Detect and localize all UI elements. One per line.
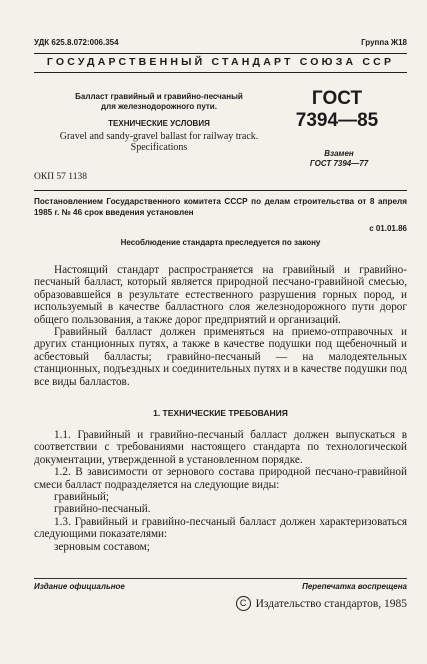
ballast-type-1: гравийный; — [54, 491, 110, 504]
top-rule — [34, 53, 407, 54]
gost-designation — [277, 88, 397, 132]
footer-rule — [34, 578, 407, 579]
clause-1-3: 1.3. Гравийный и гравийно-песчаный балласт должен характеризоваться следующими показателями: — [34, 515, 407, 541]
section-body — [34, 429, 407, 553]
okp-code: ОКП 57 1138 — [34, 172, 87, 182]
replaces-value: ГОСТ 7394—77 — [309, 159, 369, 168]
clause-1-1: 1.1. Гравийный и гравийно-песчаный балласт должен выпускаться в соответствии с требованиями настоящего стандарта по технологической документации, утвержденной в установленном порядке. — [34, 429, 407, 466]
decree-rule — [34, 190, 407, 191]
standard-name-en — [34, 131, 284, 153]
standard-name-ru-line2: для железнодорожного пути. — [101, 102, 217, 111]
official-edition: Издание официальное — [34, 582, 125, 591]
standard-name-ru-line1: Балласт гравийный и гравийно-песчаный — [75, 92, 243, 101]
effective-date: с 01.01.86 — [369, 224, 407, 233]
standard-subtitle: ТЕХНИЧЕСКИЕ УСЛОВИЯ — [108, 119, 210, 128]
indicator-1: зерновым составом; — [54, 540, 150, 553]
intro-paragraph-2: Гравийный балласт должен применяться на приемо-отправочных и других станционных путях, а также в качестве подушки под щебеночный и асбестовый балласты; гравийно-песчаный — на малодеятельных станционных, подъездных и соединительных путях и в качестве подушки под все виды балластов. — [34, 326, 407, 388]
title-rule — [34, 72, 407, 73]
reprint-prohibited: Перепечатка воспрещена — [302, 582, 407, 591]
copyright-text: Издательство стандартов, 1985 — [255, 597, 407, 610]
decree-text: Постановлением Государственного комитета СССР по делам строительства от 8 апреля 1985 г. № 46 срок введения установлен — [34, 197, 407, 217]
intro-section — [34, 264, 407, 388]
gost-label: ГОСТ — [311, 88, 363, 109]
intro-paragraph-1: Настоящий стандарт распространяется на гравийный и гравийно-песчаный балласт, который является природной песчано-гравийной смесью, образовавшейся в результате естественного разрушения горных пород, и используемый в качестве балластного слоя железнодорожного пути дорог общего пользования, а также дорог предприятий и организаций. — [34, 264, 407, 326]
standard-title: ГОСУДАРСТВЕННЫЙ СТАНДАРТ СОЮЗА ССР — [46, 56, 395, 68]
standard-name-en-line2: Specifications — [130, 142, 188, 153]
clause-1-2: 1.2. В зависимости от зернового состава природной песчано-гравийной смеси балласт подразделяется на следующие виды: — [34, 466, 407, 491]
copyright-icon: С — [236, 596, 251, 611]
standard-name-ru — [34, 92, 284, 112]
ballast-type-2: гравийно-песчаный. — [54, 503, 151, 516]
udk-code: УДК 625.8.072:006.354 — [34, 38, 119, 47]
section-heading: 1. ТЕХНИЧЕСКИЕ ТРЕБОВАНИЯ — [153, 408, 288, 418]
gost-number: 7394—85 — [295, 110, 379, 131]
group-code: Группа Ж18 — [361, 38, 407, 47]
replaces-heading: Взамен — [324, 149, 354, 158]
law-notice: Несоблюдение стандарта преследуется по закону — [120, 238, 321, 247]
copyright-notice — [236, 596, 407, 611]
standard-name-en-line1: Gravel and sandy-gravel ballast for railway track. — [59, 131, 259, 142]
